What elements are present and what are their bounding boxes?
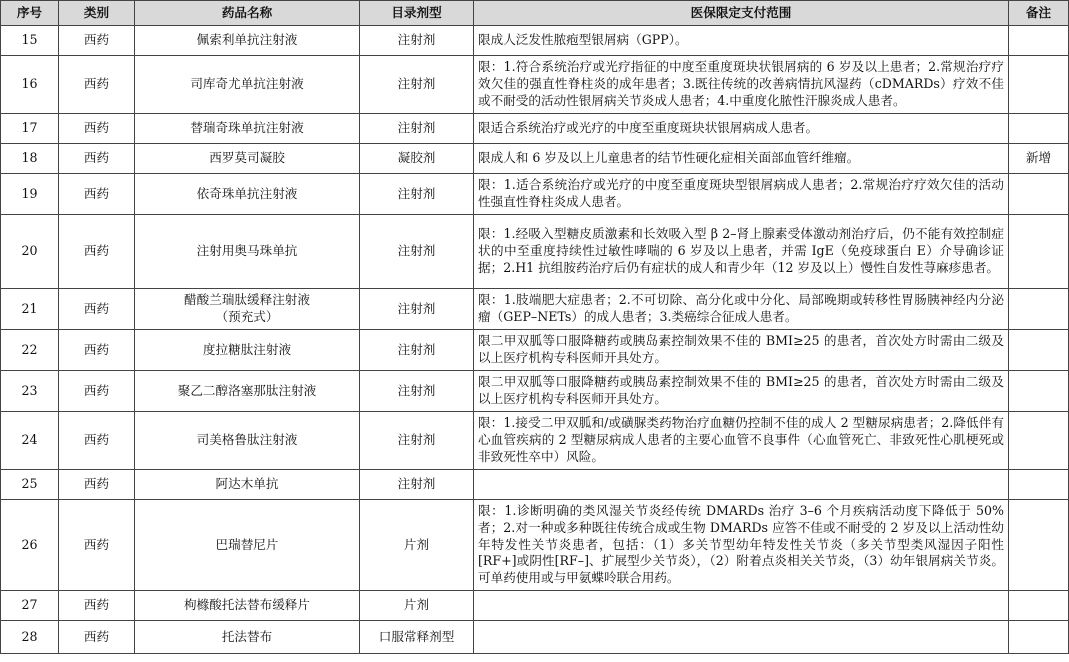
cell-dosage-form: 凝胶剂 xyxy=(360,144,474,174)
cell-category: 西药 xyxy=(59,114,135,144)
header-seq: 序号 xyxy=(1,1,59,26)
cell-drug-name xyxy=(135,470,360,500)
cell-remark xyxy=(1009,26,1069,56)
table-row xyxy=(1,330,1069,371)
cell-scope xyxy=(474,621,1009,654)
drug-name-text: 依奇珠单抗注射液 xyxy=(196,185,298,201)
cell-dosage-form: 注射剂 xyxy=(360,56,474,114)
cell-dosage-form: 片剂 xyxy=(360,591,474,621)
cell-drug-name xyxy=(135,144,360,174)
cell-drug-name xyxy=(135,26,360,56)
cell-scope xyxy=(474,470,1009,500)
cell-drug-name xyxy=(135,621,360,654)
drug-name-text: 佩索利单抗注射液 xyxy=(196,32,298,48)
cell-category: 西药 xyxy=(59,215,135,289)
cell-category: 西药 xyxy=(59,470,135,500)
cell-drug-name xyxy=(135,500,360,591)
cell-seq: 25 xyxy=(1,470,59,500)
cell-scope: 限：1.符合系统治疗或光疗指征的中度至重度斑块状银屑病的 6 岁及以上患者；2.常规治疗疗效欠佳的强直性脊柱炎的成年患者；3.既往传统的改善病情抗风湿药（cDMARDs）疗效不佳或不耐受的活动性银屑病关节炎成人患者；4.中重度化脓性汗腺炎成人患者。 xyxy=(474,56,1009,114)
cell-dosage-form: 注射剂 xyxy=(360,470,474,500)
cell-scope: 限：1.诊断明确的类风湿关节炎经传统 DMARDs 治疗 3–6 个月疾病活动度下降低于 50%者；2.对一种或多种既往传统合成或生物 DMARDs 应答不佳或不耐受的 2 岁及以上活动性幼年特发性关节炎患者，包括：（1）多关节型幼年特发性关节炎（多关节型类风湿因子阳性[RF+]或阴性[RF–]、扩展型少关节炎），（2）附着点炎相关关节炎，（3）幼年银屑病关节炎。可单药使用或与甲氨蝶呤联合用药。 xyxy=(474,500,1009,591)
cell-scope xyxy=(474,591,1009,621)
cell-remark xyxy=(1009,500,1069,591)
drug-name-text: 司美格鲁肽注射液 xyxy=(196,432,298,448)
cell-scope: 限适合系统治疗或光疗的中度至重度斑块状银屑病成人患者。 xyxy=(474,114,1009,144)
cell-scope: 限成人和 6 岁及以上儿童患者的结节性硬化症相关面部血管纤维瘤。 xyxy=(474,144,1009,174)
cell-dosage-form: 注射剂 xyxy=(360,412,474,470)
cell-seq: 24 xyxy=(1,412,59,470)
header-remark: 备注 xyxy=(1009,1,1069,26)
cell-scope: 限：1.肢端肥大症患者；2.不可切除、高分化或中分化、局部晚期或转移性胃肠胰神经内分泌瘤（GEP–NETs）的成人患者；3.类癌综合征成人患者。 xyxy=(474,289,1009,330)
drug-name-text: 西罗莫司凝胶 xyxy=(209,150,285,166)
cell-dosage-form: 注射剂 xyxy=(360,289,474,330)
cell-drug-name xyxy=(135,114,360,144)
cell-drug-name xyxy=(135,56,360,114)
cell-dosage-form: 注射剂 xyxy=(360,371,474,412)
cell-remark xyxy=(1009,114,1069,144)
cell-scope: 限：1.经吸入型糖皮质激素和长效吸入型 β 2–肾上腺素受体激动剂治疗后，仍不能有效控制症状的中至重度持续性过敏性哮喘的 6 岁及以上患者，并需 IgE（免疫球蛋白 E）介导确诊证据；2.H1 抗组胺药治疗后仍有症状的成人和青少年（12 岁及以上）慢性自发性荨麻疹患者。 xyxy=(474,215,1009,289)
cell-category: 西药 xyxy=(59,412,135,470)
drug-name-text: 巴瑞替尼片 xyxy=(215,536,279,552)
table-body xyxy=(1,26,1069,654)
cell-drug-name xyxy=(135,174,360,215)
drug-name-subtext: （预充式） xyxy=(215,309,279,324)
cell-remark: 新增 xyxy=(1009,144,1069,174)
cell-seq: 22 xyxy=(1,330,59,371)
table-row xyxy=(1,215,1069,289)
table-row xyxy=(1,144,1069,174)
cell-seq: 26 xyxy=(1,500,59,591)
cell-remark xyxy=(1009,621,1069,654)
table-row xyxy=(1,26,1069,56)
cell-category: 西药 xyxy=(59,26,135,56)
header-scope: 医保限定支付范围 xyxy=(474,1,1009,26)
table-row xyxy=(1,412,1069,470)
cell-scope: 限成人泛发性脓疱型银屑病（GPP）。 xyxy=(474,26,1009,56)
cell-seq: 27 xyxy=(1,591,59,621)
cell-remark xyxy=(1009,215,1069,289)
table-row xyxy=(1,371,1069,412)
header-dosage-form: 目录剂型 xyxy=(360,1,474,26)
cell-drug-name xyxy=(135,330,360,371)
cell-drug-name xyxy=(135,412,360,470)
cell-remark xyxy=(1009,412,1069,470)
table-row xyxy=(1,500,1069,591)
cell-seq: 18 xyxy=(1,144,59,174)
table-row xyxy=(1,289,1069,330)
cell-dosage-form: 片剂 xyxy=(360,500,474,591)
cell-dosage-form: 注射剂 xyxy=(360,215,474,289)
drug-name-text: 注射用奥马珠单抗 xyxy=(196,243,298,259)
cell-drug-name xyxy=(135,215,360,289)
header-category: 类别 xyxy=(59,1,135,26)
cell-dosage-form: 注射剂 xyxy=(360,330,474,371)
table-row xyxy=(1,114,1069,144)
table-row xyxy=(1,591,1069,621)
header-drug-name: 药品名称 xyxy=(135,1,360,26)
cell-category: 西药 xyxy=(59,56,135,114)
cell-seq: 20 xyxy=(1,215,59,289)
cell-scope: 限：1.接受二甲双胍和/或磺脲类药物治疗血糖仍控制不佳的成人 2 型糖尿病患者；2.降低伴有心血管疾病的 2 型糖尿病成人患者的主要心血管不良事件（心血管死亡、非致死性心肌梗死或非致死性卒中）风险。 xyxy=(474,412,1009,470)
cell-drug-name xyxy=(135,371,360,412)
cell-drug-name xyxy=(135,591,360,621)
drug-name-text: 醋酸兰瑞肽缓释注射液 xyxy=(184,292,310,308)
table-header-row xyxy=(1,1,1069,26)
cell-dosage-form: 注射剂 xyxy=(360,174,474,215)
cell-seq: 16 xyxy=(1,56,59,114)
drug-name-text: 托法替布 xyxy=(221,628,273,644)
table-row xyxy=(1,621,1069,654)
cell-scope: 限：1.适合系统治疗或光疗的中度至重度斑块型银屑病成人患者；2.常规治疗疗效欠佳的活动性强直性脊柱炎成人患者。 xyxy=(474,174,1009,215)
cell-remark xyxy=(1009,289,1069,330)
cell-category: 西药 xyxy=(59,289,135,330)
cell-category: 西药 xyxy=(59,621,135,654)
cell-drug-name xyxy=(135,289,360,330)
cell-category: 西药 xyxy=(59,371,135,412)
cell-remark xyxy=(1009,174,1069,215)
cell-seq: 15 xyxy=(1,26,59,56)
cell-seq: 19 xyxy=(1,174,59,215)
cell-category: 西药 xyxy=(59,591,135,621)
cell-remark xyxy=(1009,330,1069,371)
cell-seq: 21 xyxy=(1,289,59,330)
table-row xyxy=(1,174,1069,215)
table-row xyxy=(1,56,1069,114)
drug-name-text: 枸橼酸托法替布缓释片 xyxy=(184,597,310,613)
cell-remark xyxy=(1009,56,1069,114)
cell-remark xyxy=(1009,591,1069,621)
cell-category: 西药 xyxy=(59,144,135,174)
drug-name-text: 司库奇尤单抗注射液 xyxy=(190,76,304,92)
cell-category: 西药 xyxy=(59,500,135,591)
cell-seq: 17 xyxy=(1,114,59,144)
cell-dosage-form: 口服常释剂型 xyxy=(360,621,474,654)
cell-scope: 限二甲双胍等口服降糖药或胰岛素控制效果不佳的 BMI≥25 的患者，首次处方时需由二级及以上医疗机构专科医师开具处方。 xyxy=(474,371,1009,412)
cell-dosage-form: 注射剂 xyxy=(360,26,474,56)
cell-dosage-form: 注射剂 xyxy=(360,114,474,144)
cell-remark xyxy=(1009,371,1069,412)
drug-name-text: 聚乙二醇洛塞那肽注射液 xyxy=(177,382,317,398)
drug-name-text: 度拉糖肽注射液 xyxy=(202,341,292,357)
drug-name-text: 阿达木单抗 xyxy=(215,476,279,492)
cell-remark xyxy=(1009,470,1069,500)
drug-name-text: 替瑞奇珠单抗注射液 xyxy=(190,120,304,136)
cell-scope: 限二甲双胍等口服降糖药或胰岛素控制效果不佳的 BMI≥25 的患者，首次处方时需由二级及以上医疗机构专科医师开具处方。 xyxy=(474,330,1009,371)
cell-seq: 23 xyxy=(1,371,59,412)
cell-category: 西药 xyxy=(59,174,135,215)
table-row xyxy=(1,470,1069,500)
cell-category: 西药 xyxy=(59,330,135,371)
cell-seq: 28 xyxy=(1,621,59,654)
